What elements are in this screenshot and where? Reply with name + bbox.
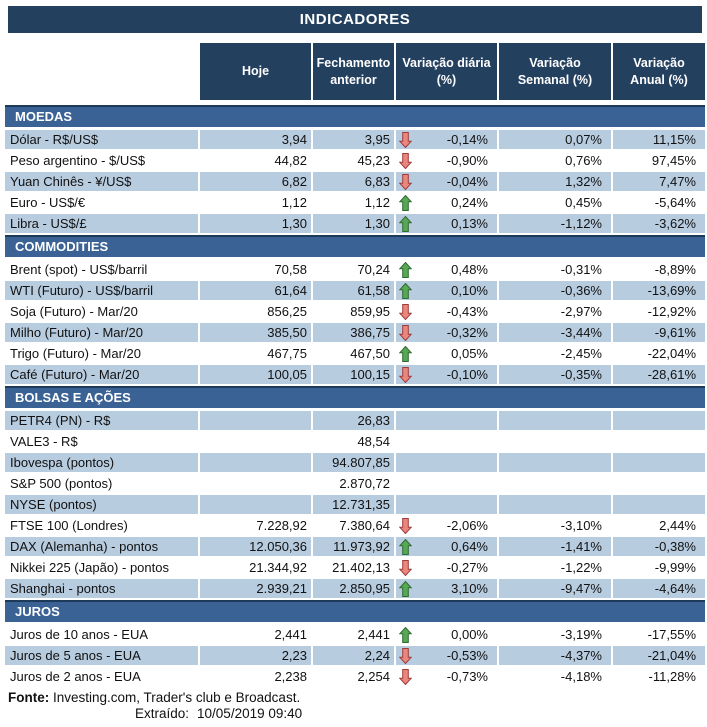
table-row <box>5 558 705 579</box>
table-row <box>5 474 705 495</box>
cell-hoje: 2.939,21 <box>198 579 311 598</box>
section-title: JUROS <box>15 604 60 619</box>
cell-fechamento: 7.380,64 <box>311 516 394 535</box>
cell-variacao-semanal: -4,37% <box>497 646 611 665</box>
row-label: Juros de 2 anos - EUA <box>10 669 141 684</box>
cell-fechamento: 48,54 <box>311 432 394 451</box>
trend-none-icon <box>399 496 413 513</box>
row-label: Ibovespa (pontos) <box>5 453 198 472</box>
table-row <box>5 302 705 323</box>
cell-hoje: 856,25 <box>198 302 311 321</box>
cell-fechamento: 45,23 <box>311 151 394 170</box>
table-row <box>5 495 705 516</box>
source-line <box>8 690 705 706</box>
cell-variacao-diaria <box>394 302 497 321</box>
cell-fechamento: 6,83 <box>311 172 394 191</box>
cell-variacao-semanal <box>497 495 611 514</box>
cell-variacao-semanal: -9,47% <box>497 579 611 598</box>
cell-variacao-diaria <box>394 260 497 279</box>
row-label: FTSE 100 (Londres) <box>10 518 128 533</box>
cell-variacao-semanal: -2,97% <box>497 302 611 321</box>
cell-variacao-diaria <box>394 579 497 598</box>
variacao-diaria-value: -0,90% <box>446 153 488 168</box>
cell-variacao-diaria <box>394 516 497 535</box>
cell-fechamento: 1,12 <box>311 193 394 212</box>
variacao-diaria-value: -0,04% <box>446 174 488 189</box>
cell-variacao-anual: -21,04% <box>611 646 705 665</box>
trend-up-icon <box>399 626 413 643</box>
variacao-diaria-value: 0,24% <box>451 195 488 210</box>
column-header-variacao-semanal: Variação Semanal (%) <box>497 43 611 100</box>
cell-variacao-semanal <box>497 474 611 493</box>
cell-variacao-semanal: -1,22% <box>497 558 611 577</box>
cell-variacao-anual: -8,89% <box>611 260 705 279</box>
column-header-hoje: Hoje <box>198 43 311 100</box>
cell-variacao-diaria <box>394 646 497 665</box>
cell-variacao-diaria <box>394 667 497 686</box>
trend-down-icon <box>399 647 413 664</box>
variacao-diaria-value: 0,64% <box>451 539 488 554</box>
cell-hoje <box>198 453 311 472</box>
variacao-diaria-value: -2,06% <box>446 518 488 533</box>
cell-variacao-anual: -17,55% <box>611 625 705 644</box>
cell-variacao-anual <box>611 495 705 514</box>
header-spacer <box>5 43 198 100</box>
cell-hoje: 6,82 <box>198 172 311 191</box>
cell-variacao-semanal: -3,44% <box>497 323 611 342</box>
cell-variacao-semanal <box>497 432 611 451</box>
cell-fechamento: 2,254 <box>311 667 394 686</box>
cell-hoje: 2,238 <box>198 667 311 686</box>
variacao-diaria-value: -0,43% <box>446 304 488 319</box>
table-row <box>5 646 705 667</box>
extracted-line <box>8 706 705 722</box>
cell-variacao-semanal: 1,32% <box>497 172 611 191</box>
section-title: MOEDAS <box>15 109 73 124</box>
row-label: Peso argentino - $/US$ <box>10 153 146 168</box>
cell-hoje <box>198 411 311 430</box>
cell-variacao-semanal: -2,45% <box>497 344 611 363</box>
trend-down-icon <box>399 131 413 148</box>
trend-down-icon <box>399 152 413 169</box>
table-row <box>5 432 705 453</box>
variacao-diaria-value: -0,10% <box>446 367 488 382</box>
variacao-diaria-value: -0,27% <box>446 560 488 575</box>
table-row <box>5 281 705 302</box>
row-label: Juros de 10 anos - EUA <box>10 627 149 642</box>
cell-variacao-semanal <box>497 411 611 430</box>
cell-hoje: 44,82 <box>198 151 311 170</box>
cell-variacao-anual: 97,45% <box>611 151 705 170</box>
cell-variacao-anual <box>611 432 705 451</box>
trend-down-icon <box>399 303 413 320</box>
cell-fechamento: 11.973,92 <box>311 537 394 556</box>
trend-down-icon <box>399 324 413 341</box>
cell-variacao-diaria <box>394 453 497 472</box>
cell-fechamento: 2.870,72 <box>311 474 394 493</box>
row-label: Yuan Chinês - ¥/US$ <box>5 172 198 191</box>
cell-fechamento: 21.402,13 <box>311 558 394 577</box>
trend-up-icon <box>399 538 413 555</box>
row-label: Libra - US$/£ <box>5 214 198 233</box>
variacao-diaria-value: 3,10% <box>451 581 488 596</box>
cell-fechamento: 61,58 <box>311 281 394 300</box>
variacao-diaria-value: 0,10% <box>451 283 488 298</box>
row-label: DAX (Alemanha) - pontos <box>5 537 198 556</box>
table-row <box>5 579 705 600</box>
table-row <box>5 625 705 646</box>
table-row <box>5 667 705 688</box>
trend-down-icon <box>399 173 413 190</box>
row-label: Trigo (Futuro) - Mar/20 <box>10 346 141 361</box>
trend-down-icon <box>399 517 413 534</box>
variacao-diaria-value: -0,73% <box>446 669 488 684</box>
table-row <box>5 344 705 365</box>
variacao-diaria-value: -0,53% <box>446 648 488 663</box>
trend-up-icon <box>399 215 413 232</box>
table-row <box>5 516 705 537</box>
source-text: Investing.com, Trader's club e Broadcast. <box>49 690 301 705</box>
section-title: BOLSAS E AÇÕES <box>15 390 131 405</box>
row-label: Dólar - R$/US$ <box>5 130 198 149</box>
cell-variacao-anual: -9,61% <box>611 323 705 342</box>
row-label: Brent (spot) - US$/barril <box>10 262 148 277</box>
cell-variacao-semanal: -1,41% <box>497 537 611 556</box>
cell-hoje: 70,58 <box>198 260 311 279</box>
cell-variacao-semanal: -0,31% <box>497 260 611 279</box>
column-header-row <box>5 43 705 100</box>
cell-variacao-diaria <box>394 537 497 556</box>
cell-variacao-anual: -28,61% <box>611 365 705 384</box>
table-row <box>5 151 705 172</box>
cell-hoje: 2,441 <box>198 625 311 644</box>
cell-variacao-anual: -22,04% <box>611 344 705 363</box>
cell-variacao-anual <box>611 474 705 493</box>
cell-variacao-semanal: -3,19% <box>497 625 611 644</box>
trend-up-icon <box>399 580 413 597</box>
cell-hoje: 1,12 <box>198 193 311 212</box>
row-label: Nikkei 225 (Japão) - pontos <box>10 560 169 575</box>
trend-up-icon <box>399 261 413 278</box>
page-title: INDICADORES <box>8 6 702 33</box>
variacao-diaria-value: 0,13% <box>451 216 488 231</box>
cell-variacao-diaria <box>394 193 497 212</box>
cell-fechamento: 2.850,95 <box>311 579 394 598</box>
cell-variacao-diaria <box>394 281 497 300</box>
cell-hoje: 467,75 <box>198 344 311 363</box>
row-label: PETR4 (PN) - R$ <box>5 411 198 430</box>
trend-up-icon <box>399 345 413 362</box>
table-row <box>5 193 705 214</box>
trend-none-icon <box>399 475 413 492</box>
cell-variacao-anual <box>611 453 705 472</box>
cell-variacao-anual <box>611 411 705 430</box>
cell-hoje: 2,23 <box>198 646 311 665</box>
trend-down-icon <box>399 366 413 383</box>
table-body <box>5 105 705 688</box>
row-label: Shanghai - pontos <box>5 579 198 598</box>
cell-variacao-anual: -11,28% <box>611 667 705 686</box>
cell-hoje: 1,30 <box>198 214 311 233</box>
extracted-label: Extraído: <box>135 706 190 721</box>
cell-variacao-semanal: 0,45% <box>497 193 611 212</box>
cell-variacao-anual: -3,62% <box>611 214 705 233</box>
variacao-diaria-value: -0,14% <box>446 132 488 147</box>
cell-variacao-anual: 2,44% <box>611 516 705 535</box>
row-label: Juros de 5 anos - EUA <box>5 646 198 665</box>
section-header-0 <box>5 105 705 130</box>
cell-fechamento: 26,83 <box>311 411 394 430</box>
cell-fechamento: 467,50 <box>311 344 394 363</box>
cell-fechamento: 1,30 <box>311 214 394 233</box>
cell-variacao-semanal: 0,07% <box>497 130 611 149</box>
trend-none-icon <box>399 412 413 429</box>
table-row <box>5 453 705 474</box>
table-row <box>5 323 705 344</box>
cell-variacao-semanal: -1,12% <box>497 214 611 233</box>
table-row <box>5 214 705 235</box>
cell-hoje <box>198 432 311 451</box>
cell-variacao-anual: -9,99% <box>611 558 705 577</box>
cell-fechamento: 859,95 <box>311 302 394 321</box>
cell-variacao-diaria <box>394 214 497 233</box>
table-row <box>5 260 705 281</box>
table-row <box>5 172 705 193</box>
cell-fechamento: 2,441 <box>311 625 394 644</box>
cell-variacao-diaria <box>394 495 497 514</box>
row-label: Soja (Futuro) - Mar/20 <box>10 304 138 319</box>
trend-down-icon <box>399 559 413 576</box>
cell-variacao-anual: -12,92% <box>611 302 705 321</box>
cell-variacao-anual: -13,69% <box>611 281 705 300</box>
variacao-diaria-value: 0,48% <box>451 262 488 277</box>
cell-variacao-anual: -4,64% <box>611 579 705 598</box>
trend-none-icon <box>399 454 413 471</box>
cell-hoje: 61,64 <box>198 281 311 300</box>
row-label: S&P 500 (pontos) <box>10 476 113 491</box>
row-label: Milho (Futuro) - Mar/20 <box>5 323 198 342</box>
cell-hoje <box>198 474 311 493</box>
cell-variacao-diaria <box>394 130 497 149</box>
cell-variacao-diaria <box>394 432 497 451</box>
cell-hoje <box>198 495 311 514</box>
cell-variacao-diaria <box>394 344 497 363</box>
table-row <box>5 365 705 386</box>
cell-variacao-diaria <box>394 625 497 644</box>
cell-variacao-anual: -0,38% <box>611 537 705 556</box>
cell-hoje: 3,94 <box>198 130 311 149</box>
section-header-1 <box>5 235 705 260</box>
column-header-variacao-anual: Variação Anual (%) <box>611 43 705 100</box>
cell-hoje: 100,05 <box>198 365 311 384</box>
cell-variacao-diaria <box>394 151 497 170</box>
trend-up-icon <box>399 194 413 211</box>
table-row <box>5 537 705 558</box>
column-header-fechamento: Fechamento anterior <box>311 43 394 100</box>
variacao-diaria-value: 0,00% <box>451 627 488 642</box>
cell-fechamento: 100,15 <box>311 365 394 384</box>
cell-variacao-anual: -5,64% <box>611 193 705 212</box>
variacao-diaria-value: -0,32% <box>446 325 488 340</box>
cell-variacao-semanal: -0,36% <box>497 281 611 300</box>
row-label: WTI (Futuro) - US$/barril <box>5 281 198 300</box>
variacao-diaria-value: 0,05% <box>451 346 488 361</box>
trend-up-icon <box>399 282 413 299</box>
cell-hoje: 12.050,36 <box>198 537 311 556</box>
row-label: Café (Futuro) - Mar/20 <box>5 365 198 384</box>
row-label: Euro - US$/€ <box>10 195 86 210</box>
cell-variacao-semanal: 0,76% <box>497 151 611 170</box>
cell-variacao-anual: 11,15% <box>611 130 705 149</box>
trend-none-icon <box>399 433 413 450</box>
cell-variacao-anual: 7,47% <box>611 172 705 191</box>
row-label: VALE3 - R$ <box>10 434 78 449</box>
cell-fechamento: 2,24 <box>311 646 394 665</box>
cell-variacao-semanal: -4,18% <box>497 667 611 686</box>
cell-variacao-diaria <box>394 365 497 384</box>
cell-hoje: 385,50 <box>198 323 311 342</box>
cell-variacao-diaria <box>394 474 497 493</box>
cell-variacao-semanal <box>497 453 611 472</box>
cell-fechamento: 386,75 <box>311 323 394 342</box>
section-header-2 <box>5 386 705 411</box>
cell-hoje: 7.228,92 <box>198 516 311 535</box>
trend-down-icon <box>399 668 413 685</box>
cell-variacao-diaria <box>394 323 497 342</box>
section-header-3 <box>5 600 705 625</box>
cell-fechamento: 70,24 <box>311 260 394 279</box>
table-row <box>5 411 705 432</box>
cell-variacao-semanal: -0,35% <box>497 365 611 384</box>
cell-hoje: 21.344,92 <box>198 558 311 577</box>
row-label: NYSE (pontos) <box>5 495 198 514</box>
column-header-variacao-diaria: Variação diária (%) <box>394 43 497 100</box>
extracted-value: 10/05/2019 09:40 <box>197 706 303 721</box>
footer <box>5 690 705 722</box>
source-label: Fonte: <box>8 690 50 705</box>
section-title: COMMODITIES <box>15 239 109 254</box>
cell-variacao-semanal: -3,10% <box>497 516 611 535</box>
table-row <box>5 130 705 151</box>
cell-variacao-diaria <box>394 558 497 577</box>
cell-fechamento: 94.807,85 <box>311 453 394 472</box>
cell-fechamento: 12.731,35 <box>311 495 394 514</box>
cell-variacao-diaria <box>394 411 497 430</box>
cell-variacao-diaria <box>394 172 497 191</box>
cell-fechamento: 3,95 <box>311 130 394 149</box>
